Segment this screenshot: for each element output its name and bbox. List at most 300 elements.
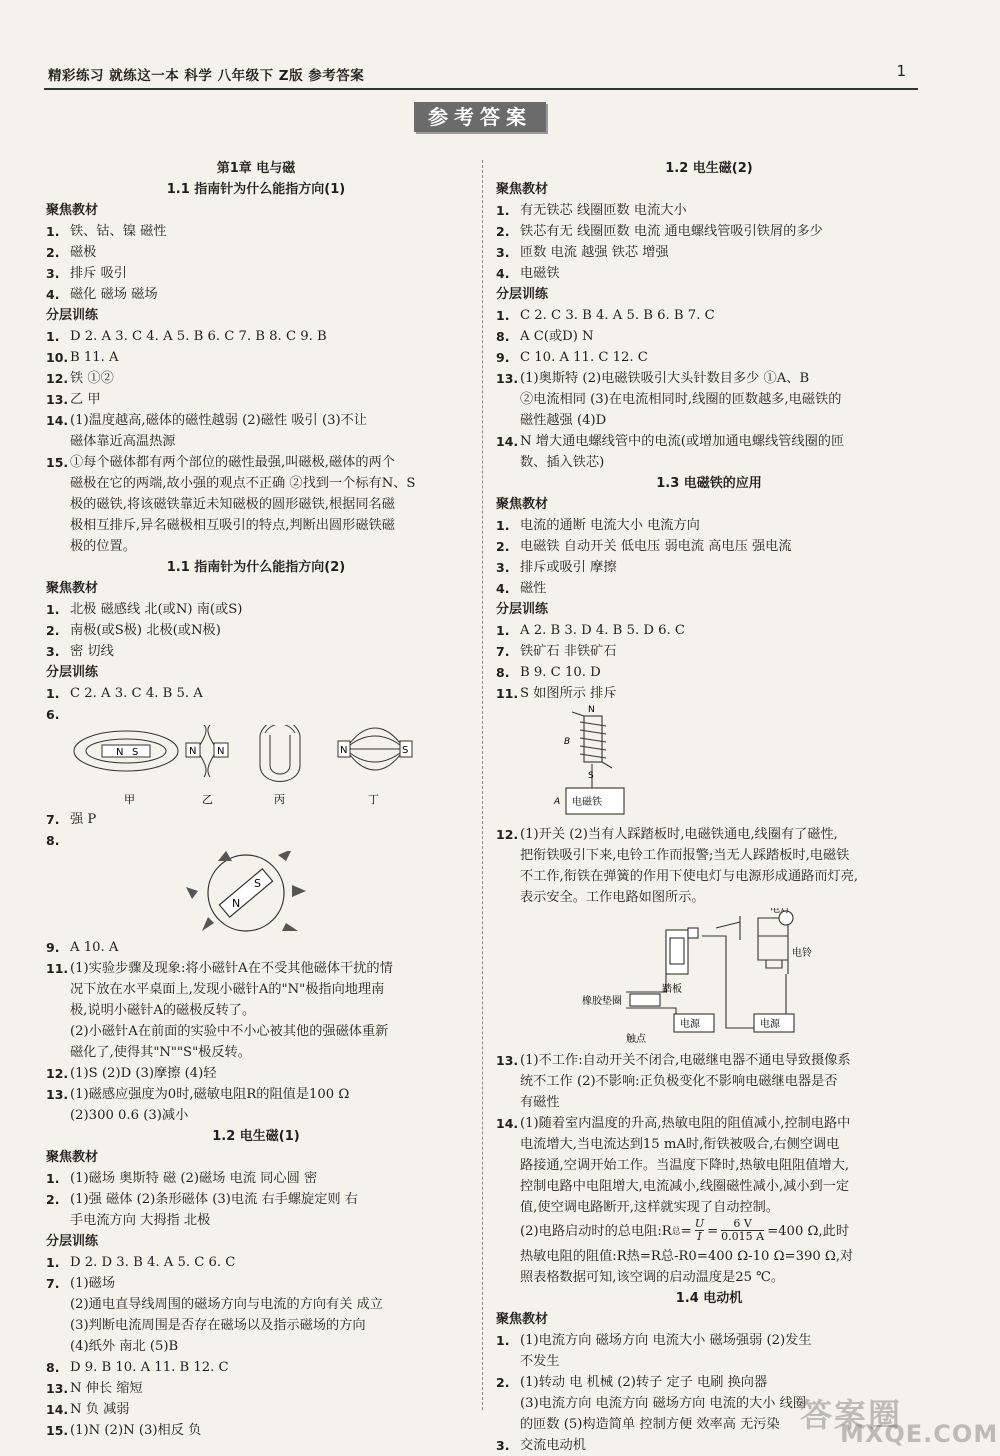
answer-line — [496, 1176, 922, 1197]
answer-text: 铁芯有无 线圈匝数 电流 通电螺线管吸引铁屑的多少 — [520, 224, 823, 239]
answer-text: 表示安全。工作电路如图所示。 — [520, 890, 705, 905]
question-number: 6. — [46, 707, 60, 722]
answer-text: A 2. B 3. D 4. B 5. D 6. C — [520, 623, 685, 638]
answer-line — [496, 452, 922, 473]
answer-text: (1)电流方向 磁场方向 电流大小 磁场强弱 (2)发生 — [520, 1333, 812, 1348]
answer-text: B 11. A — [70, 350, 119, 365]
answer-text: (1)温度越高,磁体的磁性越弱 (2)磁性 吸引 (3)不让 — [70, 413, 367, 428]
component-label: 踏板 — [662, 984, 682, 995]
answer-line — [46, 1315, 466, 1336]
answer-text: 铁矿石 非铁矿石 — [520, 644, 617, 659]
page-header — [44, 56, 918, 90]
question-number: 3. — [46, 266, 60, 281]
subheading: 分层训练 — [496, 287, 549, 302]
question-number: 11. — [496, 686, 519, 701]
answer-text: 交流电动机 — [520, 1438, 586, 1453]
answer-text — [70, 704, 466, 725]
answer-text: (3)判断电流周围是否存在磁场以及指示磁场的方向 — [70, 1318, 366, 1333]
question-number: 1. — [496, 203, 510, 218]
answer-line — [46, 515, 466, 536]
answer-line — [496, 1267, 922, 1288]
answer-line — [46, 1273, 466, 1294]
answer-line — [46, 1000, 466, 1021]
question-number: 1. — [46, 329, 60, 344]
answer-text: 电流的通断 电流大小 电流方向 — [520, 518, 700, 533]
answer-line — [496, 536, 922, 557]
answer-text: 极相互排斥,异名磁极相互吸引的特点,判断出圆形磁铁磁 — [70, 518, 395, 533]
answer-line — [46, 1399, 466, 1420]
section-title: 1.3 电磁铁的应用 — [656, 476, 762, 491]
answer-text: 不工作,衔铁在弹簧的作用下使电灯与电源形成通路而灯亮, — [520, 869, 859, 884]
answer-text: A 10. A — [70, 940, 119, 955]
question-number: 3. — [496, 1438, 510, 1453]
answer-text: 极的磁铁,将该磁铁靠近未知磁极的圆形磁铁,根据同名磁 — [70, 497, 395, 512]
question-number: 14. — [496, 434, 519, 449]
answer-text: 况下放在水平桌面上,发现小磁针A的"N"极指向地理南 — [70, 982, 385, 997]
header-title: 精彩练习 就练这一本 科学 八年级下 Z版 参考答案 — [48, 68, 365, 84]
answer-text: 极,说明小磁针A的磁极反转了。 — [70, 1003, 256, 1018]
figure-compass-globe — [46, 851, 466, 937]
answer-list — [46, 1252, 466, 1441]
formula-text: =400 Ω,此时 — [767, 1224, 850, 1239]
answer-text: 乙 甲 — [70, 392, 101, 407]
answer-line — [496, 578, 922, 599]
left-column — [46, 158, 466, 1441]
answer-line — [496, 368, 922, 389]
answer-line — [496, 1113, 922, 1134]
answer-text: 排斥 吸引 — [70, 266, 127, 281]
section-title: 1.1 指南针为什么能指方向(1) — [166, 182, 346, 197]
subheading: 分层训练 — [46, 1234, 99, 1249]
pole-label: S — [588, 771, 594, 781]
answer-text: 磁极在它的两端,故小强的观点不正确 ②找到一个标有N、S — [70, 476, 416, 491]
answer-text: 的匝数 (5)构造简单 控制方便 效率高 无污染 — [520, 1417, 780, 1432]
answer-text: (3)电流方向 电流方向 磁场方向 电流的大小 线圈 — [520, 1396, 807, 1411]
answer-text: N 负 减弱 — [70, 1402, 130, 1417]
answer-text: 强 P — [70, 812, 97, 827]
answer-text: (1)N (2)N (3)相反 负 — [70, 1423, 202, 1438]
point-label: B — [564, 737, 571, 747]
question-number: 13. — [46, 1381, 69, 1396]
answer-list — [46, 1168, 466, 1231]
answer-text: D 2. A 3. C 4. A 5. B 6. C 7. B 8. C 9. B — [70, 329, 327, 344]
figure-alarm-circuit — [496, 908, 922, 1050]
answer-line — [46, 1210, 466, 1231]
question-number: 1. — [496, 308, 510, 323]
question-number: 9. — [46, 940, 60, 955]
answer-text: C 10. A 11. C 12. C — [520, 350, 648, 365]
answer-list — [496, 620, 922, 704]
answer-text: 密 切线 — [70, 644, 114, 659]
question-number: 12. — [46, 1066, 69, 1081]
answer-line — [496, 683, 922, 704]
answer-text: N 增大通电螺线管中的电流(或增加通电螺线管线圈的匝 — [520, 434, 845, 449]
fraction — [721, 1218, 764, 1246]
answer-list — [46, 599, 466, 662]
answer-text: 控制电路中电阻增大,电流减小,线圈磁性减小,减小到一定 — [520, 1179, 850, 1194]
answer-line — [496, 389, 922, 410]
answer-line — [46, 599, 466, 620]
question-number: 2. — [46, 1192, 60, 1207]
component-label: 橡胶垫圈 — [582, 996, 622, 1007]
pole-label: N — [588, 705, 595, 715]
subheading: 聚焦教材 — [46, 581, 99, 596]
question-number: 14. — [46, 1402, 69, 1417]
answer-list — [46, 809, 466, 851]
answer-line — [496, 242, 922, 263]
question-number: 7. — [496, 644, 510, 659]
question-number: 10. — [46, 350, 69, 365]
fraction-num: U — [694, 1217, 705, 1230]
main-title: 参考答案 — [414, 102, 546, 132]
question-number: 1. — [46, 1171, 60, 1186]
question-number: 15. — [46, 1423, 69, 1438]
question-number: 8. — [496, 329, 510, 344]
section-title: 1.2 电生磁(1) — [212, 1129, 300, 1144]
fraction-num: 6 V — [721, 1218, 764, 1231]
answer-line — [46, 958, 466, 979]
answer-line — [496, 620, 922, 641]
answer-text: 手电流方向 大拇指 北极 — [70, 1213, 211, 1228]
answer-line — [46, 683, 466, 704]
answer-text: (1)S (2)D (3)摩擦 (4)轻 — [70, 1066, 217, 1081]
answer-line — [46, 284, 466, 305]
subheading: 聚焦教材 — [46, 1150, 99, 1165]
formula-eq: = — [680, 1224, 692, 1239]
answer-line — [46, 937, 466, 958]
question-number: 1. — [496, 518, 510, 533]
globe-compass-diagram — [46, 851, 446, 937]
subheading: 分层训练 — [496, 602, 549, 617]
answer-list — [46, 221, 466, 305]
figure-caption: 丁 — [368, 793, 379, 806]
answer-line — [496, 662, 922, 683]
answer-line — [496, 515, 922, 536]
component-label: 电灯 — [770, 908, 790, 915]
answer-text: (2)通电直导线周围的磁场方向与电流的方向有关 成立 — [70, 1297, 383, 1312]
answer-text: 有磁性 — [520, 1095, 560, 1110]
pole-label: N — [232, 897, 241, 910]
question-number: 1. — [46, 686, 60, 701]
answer-line — [46, 263, 466, 284]
answer-text: 热敏电阻的阻值:R热=R总-R0=400 Ω-10 Ω=390 Ω,对 — [520, 1249, 854, 1264]
answer-line — [46, 473, 466, 494]
answer-list — [496, 305, 922, 473]
subheading: 分层训练 — [46, 665, 99, 680]
answer-line — [496, 431, 922, 452]
answer-text: B 9. C 10. D — [520, 665, 601, 680]
question-number: 3. — [496, 560, 510, 575]
formula-subscript: 总 — [671, 1227, 681, 1237]
answer-line — [46, 1189, 466, 1210]
answer-line — [46, 452, 466, 473]
answer-line — [46, 1378, 466, 1399]
pole-label: N — [340, 745, 348, 756]
answer-line — [46, 410, 466, 431]
answer-text: (1)强 磁体 (2)条形磁体 (3)电流 右手螺旋定则 右 — [70, 1192, 358, 1207]
question-number: 4. — [496, 266, 510, 281]
answer-line — [46, 809, 466, 830]
figure-caption: 丙 — [274, 793, 285, 806]
pole-label: S — [402, 745, 409, 756]
answer-line — [46, 1294, 466, 1315]
question-number: 1. — [496, 1333, 510, 1348]
electromagnet-diagram — [496, 704, 896, 824]
answer-text: 磁性越强 (4)D — [520, 413, 607, 428]
answer-line — [46, 1063, 466, 1084]
answer-line — [46, 242, 466, 263]
answer-text: D 9. B 10. A 11. B 12. C — [70, 1360, 229, 1375]
answer-text: 排斥或吸引 摩擦 — [520, 560, 617, 575]
subheading: 聚焦教材 — [496, 182, 549, 197]
answer-line — [46, 1252, 466, 1273]
subheading: 聚焦教材 — [496, 497, 549, 512]
figure-caption: 甲 — [124, 793, 135, 806]
answer-text: 值,使空调电路断开,这样就实现了自动控制。 — [520, 1200, 779, 1215]
figure-caption: 乙 — [202, 793, 213, 806]
answer-text: A C(或D) N — [520, 329, 594, 344]
subheading: 分层训练 — [46, 308, 99, 323]
figure-electromagnet — [496, 704, 922, 824]
fraction-den: I — [697, 1230, 702, 1243]
component-label: 电源 — [680, 1019, 700, 1030]
answer-list — [496, 1050, 922, 1218]
alarm-circuit-diagram — [496, 908, 922, 1050]
answer-line — [496, 845, 922, 866]
answer-text: (4)纸外 南北 (5)B — [70, 1339, 179, 1354]
pole-label: S — [132, 747, 139, 758]
point-label: A — [554, 797, 561, 807]
question-number: 7. — [46, 812, 60, 827]
question-number: 8. — [496, 665, 510, 680]
formula-line — [496, 1218, 922, 1246]
question-number: 7. — [46, 1276, 60, 1291]
answer-text: ①每个磁体都有两个部位的磁性最强,叫磁极,磁体的两个 — [70, 455, 395, 470]
page-number: 1 — [896, 62, 906, 80]
answer-text: 有无铁芯 线圈匝数 电流大小 — [520, 203, 687, 218]
answer-line — [46, 1357, 466, 1378]
answer-line — [496, 1197, 922, 1218]
answer-text: (1)实验步骤及现象:将小磁针A在不受其他磁体干扰的情 — [70, 961, 393, 976]
fraction — [695, 1218, 704, 1246]
answer-line — [496, 410, 922, 431]
answer-list — [496, 515, 922, 599]
answer-line — [496, 1050, 922, 1071]
answer-text: 磁化 磁场 磁场 — [70, 287, 158, 302]
answer-line — [496, 1134, 922, 1155]
question-number: 2. — [46, 623, 60, 638]
section-title: 1.2 电生磁(2) — [665, 161, 753, 176]
answer-text: 电磁铁 自动开关 低电压 弱电流 高电压 强电流 — [520, 539, 792, 554]
answer-text: (1)奥斯特 (2)电磁铁吸引大头针数目多少 ①A、B — [520, 371, 810, 386]
answer-text: 极的位置。 — [70, 539, 136, 554]
answer-line — [46, 830, 466, 851]
answer-line — [496, 866, 922, 887]
answer-text: (1)磁场 奥斯特 磁 (2)磁场 电流 同心圆 密 — [70, 1171, 318, 1186]
question-number: 14. — [496, 1116, 519, 1131]
question-number: 13. — [46, 1087, 69, 1102]
question-number: 12. — [496, 827, 519, 842]
question-number: 13. — [46, 392, 69, 407]
answer-list — [46, 683, 466, 725]
question-number: 1. — [46, 224, 60, 239]
component-label: 触点 — [626, 1034, 646, 1045]
watermark — [800, 1390, 999, 1448]
question-number: 3. — [496, 245, 510, 260]
answer-text: 磁化了,使得其"N""S"极反转。 — [70, 1045, 251, 1060]
question-number: 12. — [46, 371, 69, 386]
answer-line — [496, 557, 922, 578]
answer-line — [496, 1092, 922, 1113]
answer-text: S 如图所示 排斥 — [520, 686, 617, 701]
answer-list — [496, 1246, 922, 1288]
component-label: 电源 — [760, 1019, 780, 1030]
pole-label: N — [217, 746, 225, 757]
question-number: 2. — [496, 539, 510, 554]
watermark-url: MXQE.COM — [840, 1420, 999, 1448]
answer-text: D 2. D 3. B 4. A 5. C 6. C — [70, 1255, 236, 1270]
answer-text: C 2. A 3. C 4. B 5. A — [70, 686, 203, 701]
question-number: 1. — [496, 623, 510, 638]
answer-line — [46, 1336, 466, 1357]
answer-text: (2)小磁针A在前面的实验中不小心被其他的强磁体重新 — [70, 1024, 389, 1039]
answer-text: 磁体靠近高温热源 — [70, 434, 176, 449]
answer-text: 电流增大,当电流达到15 mA时,衔铁被吸合,右侧空调电 — [520, 1137, 840, 1152]
formula-text: (2)电路启动时的总电阻:R — [520, 1224, 672, 1239]
answer-line — [496, 1330, 922, 1351]
question-number: 2. — [496, 224, 510, 239]
watermark-logo: 答案圈 — [800, 1396, 903, 1434]
box-label: 电磁铁 — [572, 797, 602, 808]
answer-text: 照表格数据可知,该空调的启动温度是25 ℃。 — [520, 1270, 785, 1285]
figure-magnetic-fields — [46, 725, 466, 809]
answer-text: (1)开关 (2)当有人踩踏板时,电磁铁通电,线圈有了磁性, — [520, 827, 838, 842]
question-number: 11. — [46, 961, 69, 976]
answer-line — [46, 536, 466, 557]
question-number: 9. — [496, 350, 510, 365]
question-number: 8. — [46, 1360, 60, 1375]
answer-line — [46, 979, 466, 1000]
question-number: 2. — [496, 1375, 510, 1390]
question-number: 15. — [46, 455, 69, 470]
fraction-den: 0.015 A — [721, 1230, 765, 1243]
answer-line — [46, 1084, 466, 1105]
pole-label: S — [254, 877, 261, 890]
answer-line — [46, 641, 466, 662]
answer-text: 磁性 — [520, 581, 547, 596]
question-number: 1. — [46, 1255, 60, 1270]
question-number: 4. — [46, 287, 60, 302]
answer-text: N 伸长 缩短 — [70, 1381, 143, 1396]
answer-text: 统不工作 (2)不影响:正负极变化不影响电磁继电器是否 — [520, 1074, 838, 1089]
question-number: 2. — [46, 245, 60, 260]
answer-list — [496, 200, 922, 284]
answer-line — [46, 704, 466, 725]
subheading: 聚焦教材 — [46, 203, 99, 218]
answer-line — [46, 347, 466, 368]
answer-text: (1)磁感应强度为0时,磁敏电阻R的阻值是100 Ω — [70, 1087, 350, 1102]
answer-line — [46, 368, 466, 389]
answer-line — [496, 1246, 922, 1267]
answer-line — [46, 494, 466, 515]
answer-text: (2)300 0.6 (3)减小 — [70, 1108, 189, 1123]
answer-line — [496, 1071, 922, 1092]
answer-line — [496, 1155, 922, 1176]
answer-line — [496, 1351, 922, 1372]
answer-line — [496, 887, 922, 908]
section-title: 1.4 电动机 — [675, 1291, 743, 1306]
answer-text: 北极 磁感线 北(或N) 南(或S) — [70, 602, 243, 617]
answer-text: (1)不工作:自动开关不闭合,电磁继电器不通电导致摄像系 — [520, 1053, 851, 1068]
answer-text: 数、插入铁芯) — [520, 455, 605, 470]
answer-text: 磁极 — [70, 245, 97, 260]
answer-text: 铁、钴、镍 磁性 — [70, 224, 167, 239]
answer-line — [46, 1420, 466, 1441]
answer-line — [496, 200, 922, 221]
question-number: 3. — [46, 644, 60, 659]
answer-list — [46, 326, 466, 557]
answer-line — [46, 431, 466, 452]
answer-line — [46, 326, 466, 347]
column-divider — [482, 160, 483, 1410]
answer-text: 不发生 — [520, 1354, 560, 1369]
section-title: 1.1 指南针为什么能指方向(2) — [166, 560, 346, 575]
answer-text: C 2. C 3. B 4. A 5. B 6. B 7. C — [520, 308, 715, 323]
right-column — [496, 158, 922, 1456]
pole-label: N — [189, 746, 197, 757]
answer-text: 南极(或S极) 北极(或N极) — [70, 623, 221, 638]
question-number: 13. — [496, 371, 519, 386]
answer-line — [46, 1168, 466, 1189]
answer-line — [496, 326, 922, 347]
question-number: 4. — [496, 581, 510, 596]
question-number: 8. — [46, 833, 60, 848]
answer-line — [46, 1105, 466, 1126]
answer-text: (1)转动 电 机械 (2)转子 定子 电刷 换向器 — [520, 1375, 768, 1390]
answer-text: 把衔铁吸引下来,电铃工作而报警;当无人踩踏板时,电磁铁 — [520, 848, 850, 863]
answer-text: 铁 ①② — [70, 371, 114, 386]
answer-line — [496, 221, 922, 242]
answer-line — [46, 389, 466, 410]
answer-line — [496, 641, 922, 662]
answer-line — [496, 824, 922, 845]
answer-text: (1)随着室内温度的升高,热敏电阻的阻值减小,控制电路中 — [520, 1116, 851, 1131]
answer-line — [496, 347, 922, 368]
chapter-title: 第1章 电与磁 — [216, 161, 296, 176]
answer-line — [46, 221, 466, 242]
magnet-field-diagram — [46, 725, 446, 809]
answer-text: 路接通,空调开始工作。当温度下降时,热敏电阻阻值增大, — [520, 1158, 850, 1173]
answer-line — [46, 620, 466, 641]
answer-text: ②电流相同 (3)在电流相同时,线圈的匝数越多,电磁铁的 — [520, 392, 842, 407]
answer-text: (1)磁场 — [70, 1276, 116, 1291]
answer-line — [46, 1042, 466, 1063]
component-label: 电铃 — [792, 948, 812, 959]
subheading: 聚焦教材 — [496, 1312, 549, 1327]
question-number: 14. — [46, 413, 69, 428]
answer-text: 匝数 电流 越强 铁芯 增强 — [520, 245, 669, 260]
question-number: 1. — [46, 602, 60, 617]
answer-list — [496, 824, 922, 908]
answer-line — [496, 305, 922, 326]
answer-line — [46, 1021, 466, 1042]
question-number: 13. — [496, 1053, 519, 1068]
pole-label: N — [116, 747, 124, 758]
answer-list — [46, 937, 466, 1126]
answer-line — [496, 263, 922, 284]
answer-text: 电磁铁 — [520, 266, 560, 281]
answer-text — [70, 830, 466, 851]
